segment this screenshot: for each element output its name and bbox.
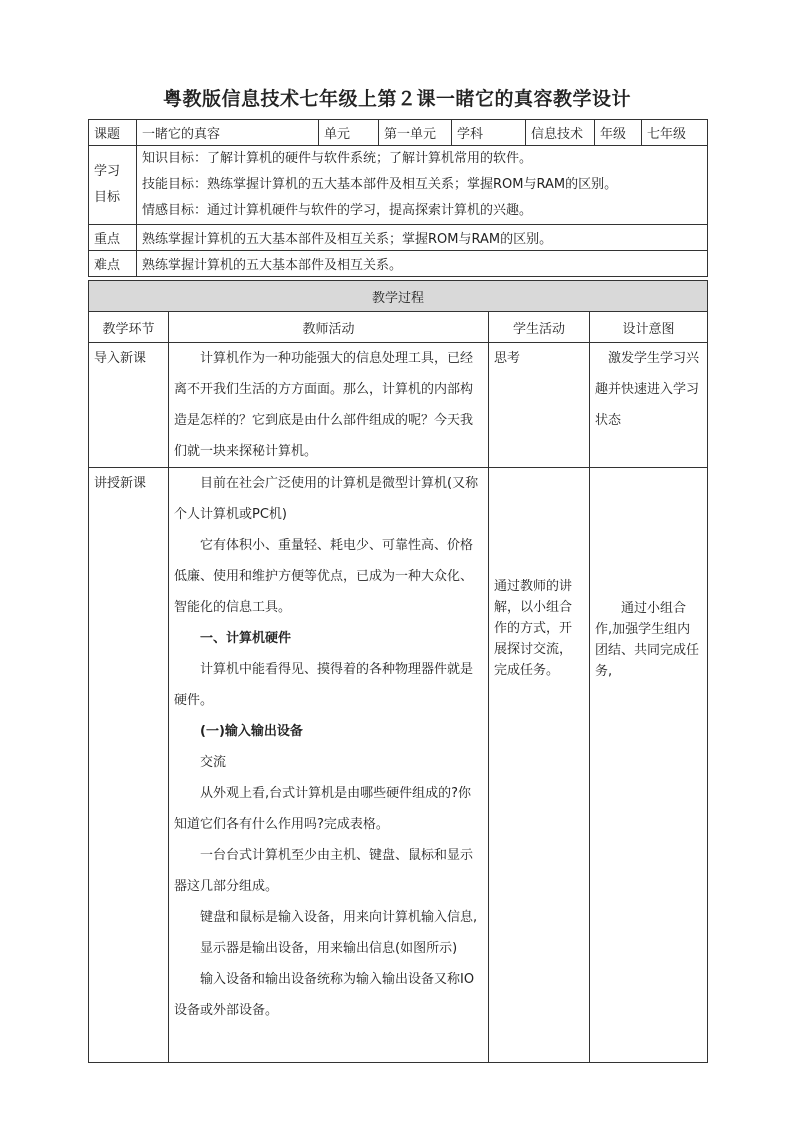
lecture-row: [89, 468, 708, 1063]
intro-student: 思考: [489, 343, 590, 468]
intro-row: [89, 343, 708, 468]
difficulty-row: [89, 251, 708, 277]
goals-label: 学习 目标: [89, 146, 137, 225]
col-teacher: 教师活动: [169, 312, 489, 343]
process-table: [88, 280, 708, 1063]
subject-label: 学科: [452, 120, 526, 146]
lecture-student: 通过教师的讲解，以小组合作的方式，开展探讨交流，完成任务。: [489, 468, 590, 1063]
intro-teacher: 计算机作为一种功能强大的信息处理工具，已经离不开我们生活的方方面面。那么，计算机的内部构造是怎样的？它到底是由什么部件组成的呢？今天我们就一块来探秘计算机。: [169, 343, 489, 468]
subject-value: 信息技术: [526, 120, 595, 146]
course-value: 一睹它的真容: [137, 120, 319, 146]
col-intent: 设计意图: [590, 312, 708, 343]
knowledge-goal: 知识目标：了解计算机的硬件与软件系统；了解计算机常用的软件。: [142, 151, 533, 166]
col-student: 学生活动: [489, 312, 590, 343]
intro-intent: 激发学生学习兴趣并快速进入学习状态: [590, 343, 708, 468]
lecture-stage: 讲授新课: [89, 468, 169, 1063]
key-point-value: 熟练掌握计算机的五大基本部件及相互关系；掌握ROM与RAM的区别。: [137, 225, 708, 251]
goals-content: [137, 146, 708, 225]
column-header-row: [89, 312, 708, 343]
grade-value: 七年级: [642, 120, 708, 146]
lecture-intent: 通过小组合作,加强学生组内团结、共同完成任务,: [590, 468, 708, 1063]
process-header-row: [89, 281, 708, 312]
document-title: 粤教版信息技术七年级上第２课一睹它的真容教学设计: [162, 88, 631, 110]
key-point-row: [89, 225, 708, 251]
difficulty-label: 难点: [89, 251, 137, 277]
course-row: [89, 120, 708, 146]
emotion-goal: 情感目标：通过计算机硬件与软件的学习，提高探索计算机的兴趣。: [142, 203, 533, 218]
course-label: 课题: [89, 120, 137, 146]
unit-value: 第一单元: [379, 120, 452, 146]
lecture-teacher: 目前在社会广泛使用的计算机是微型计算机(又称个人计算机或PC机) 它有体积小、重量轻、耗电少、可靠性高、价格低廉、使用和维护方便等优点，已成为一种大众化、智能化的信息工具。 一、计算机硬件 计算机中能看得见、摸得着的各种物理器件就是硬件。 (一)输入输出设备 交流 从外观上看,台式计算机是由哪些硬件组成的?你知道它们各有什么作用吗?完成表格。 一台台式计算机至少由主机、键盘、鼠标和显示器这几部分组成。 键盘和鼠标是输入设备，用来向计算机输入信息, 显示器是输出设备，用来输出信息(如图所示) 输入设备和输出设备统称为输入输出设备又称IO设备或外部设备。: [169, 468, 489, 1063]
process-header: 教学过程: [89, 281, 708, 312]
skill-goal: 技能目标：熟练掌握计算机的五大基本部件及相互关系；掌握ROM与RAM的区别。: [142, 177, 618, 192]
unit-label: 单元: [319, 120, 379, 146]
key-point-label: 重点: [89, 225, 137, 251]
col-stage: 教学环节: [89, 312, 169, 343]
difficulty-value: 熟练掌握计算机的五大基本部件及相互关系。: [137, 251, 708, 277]
info-table: [88, 119, 708, 277]
goals-row: [89, 146, 708, 225]
grade-label: 年级: [595, 120, 642, 146]
intro-stage: 导入新课: [89, 343, 169, 468]
